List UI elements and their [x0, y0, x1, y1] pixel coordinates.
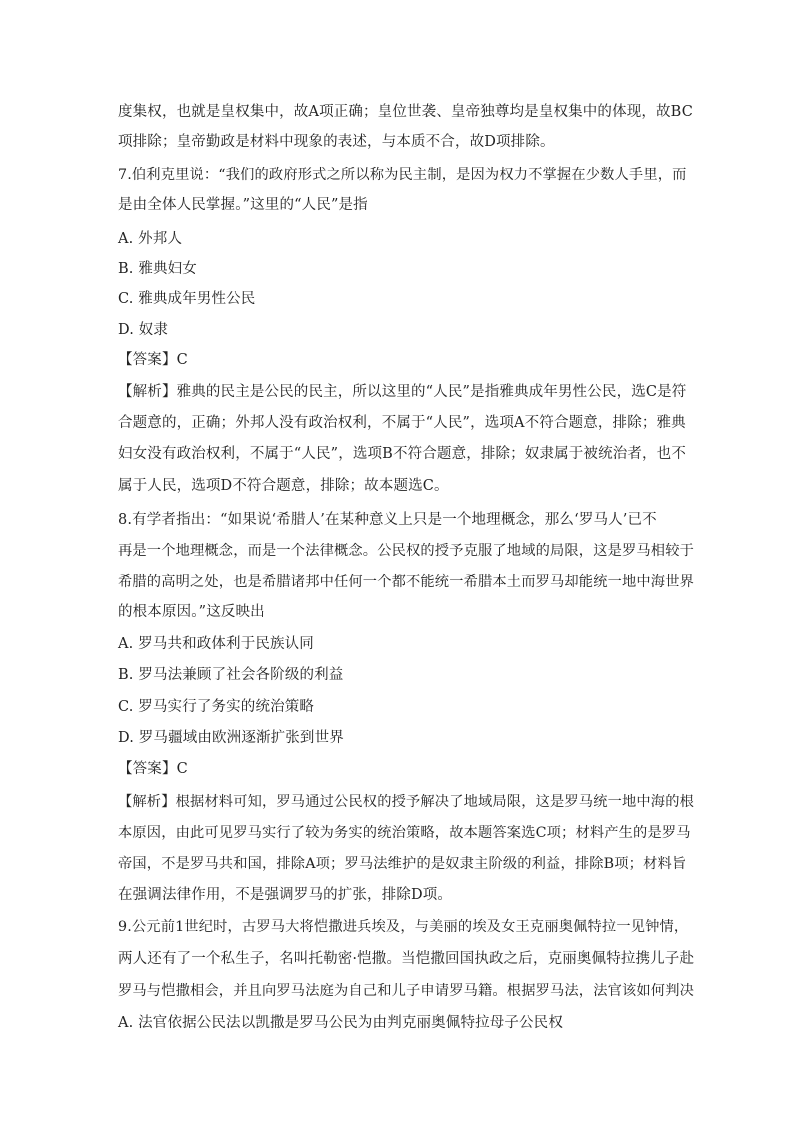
q9-stem-line-1: 9.公元前1世纪时，古罗马大将恺撒进兵埃及，与美丽的埃及女王克丽奥佩特拉一见钟情，: [118, 919, 689, 935]
q9-option-a: A. 法官依据公民法以凯撒是罗马公民为由判克丽奥佩特拉母子公民权: [118, 1015, 563, 1031]
q9-stem-line-2: 两人还有了一个私生子，名叫托勒密·恺撒。当恺撒回国执政之后，克丽奥佩特拉携儿子赴: [118, 951, 695, 967]
q8-answer: 【答案】C: [118, 761, 188, 777]
q8-analysis-line-4: 在强调法律作用，不是强调罗马的扩张，排除D项。: [118, 887, 453, 903]
q7-analysis-line-1: 【解析】雅典的民主是公民的民主，所以这里的“人民”是指雅典成年男性公民，选C是符: [118, 384, 687, 400]
q8-option-a: A. 罗马共和政体利于民族认同: [118, 636, 314, 652]
q7-option-c: C. 雅典成年男性公民: [118, 291, 256, 307]
q8-stem-line-2: 再是一个地理概念，而是一个法律概念。公民权的授予克服了地域的局限，这是罗马相较于: [118, 543, 695, 559]
q8-stem-line-1: 8.有学者指出：“如果说‘希腊人’在某种意义上只是一个地理概念，那么‘罗马人’已不: [118, 512, 657, 528]
q8-analysis-line-1: 【解析】根据材料可知，罗马通过公民权的授予解决了地域局限，这是罗马统一地中海的根: [118, 794, 695, 810]
q8-analysis-line-3: 帝国，不是罗马共和国，排除A项；罗马法维护的是奴隶主阶级的利益，排除B项；材料旨: [118, 856, 687, 872]
q8-option-c: C. 罗马实行了务实的统治策略: [118, 699, 315, 715]
q8-analysis-line-2: 本原因，由此可见罗马实行了较为务实的统治策略，故本题答案选C项；材料产生的是罗马: [118, 825, 691, 841]
q8-option-b: B. 罗马法兼顾了社会各阶级的利益: [118, 667, 344, 683]
q6-analysis-line-1: 度集权，也就是皇权集中，故A项正确；皇位世袭、皇帝独尊均是皇权集中的体现，故BC: [118, 104, 693, 120]
q7-analysis-line-4: 属于人民，选项D不符合题意，排除；故本题选C。: [118, 478, 449, 494]
q7-option-d: D. 奴隶: [118, 322, 169, 338]
q7-analysis-line-3: 妇女没有政治权利，不属于“人民”，选项B不符合题意，排除；奴隶属于被统治者，也不: [118, 446, 686, 462]
q7-option-b: B. 雅典妇女: [118, 261, 197, 277]
q8-stem-line-3: 希腊的高明之处，也是希腊诸邦中任何一个都不能统一希腊本土而罗马却能统一地中海世界: [118, 574, 695, 590]
q7-stem-line-2: 是由全体人民掌握。”这里的“人民”是指: [118, 197, 368, 213]
q6-analysis-line-2: 项排除；皇帝勤政是材料中现象的表述，与本质不合，故D项排除。: [118, 134, 555, 150]
q8-option-d: D. 罗马疆域由欧洲逐渐扩张到世界: [118, 730, 344, 746]
q9-stem-line-3: 罗马与恺撒相会，并且向罗马法庭为自己和儿子申请罗马籍。根据罗马法，法官该如何判决: [118, 983, 695, 999]
q7-answer: 【答案】C: [118, 352, 188, 368]
q8-stem-line-4: 的根本原因。”这反映出: [118, 604, 265, 620]
q7-stem-line-1: 7.伯利克里说：“我们的政府形式之所以称为民主制，是因为权力不掌握在少数人手里，而: [118, 167, 687, 183]
q7-option-a: A. 外邦人: [118, 231, 183, 247]
q7-analysis-line-2: 合题意的，正确；外邦人没有政治权利，不属于“人民”，选项A不符合题意，排除；雅典: [118, 415, 686, 431]
